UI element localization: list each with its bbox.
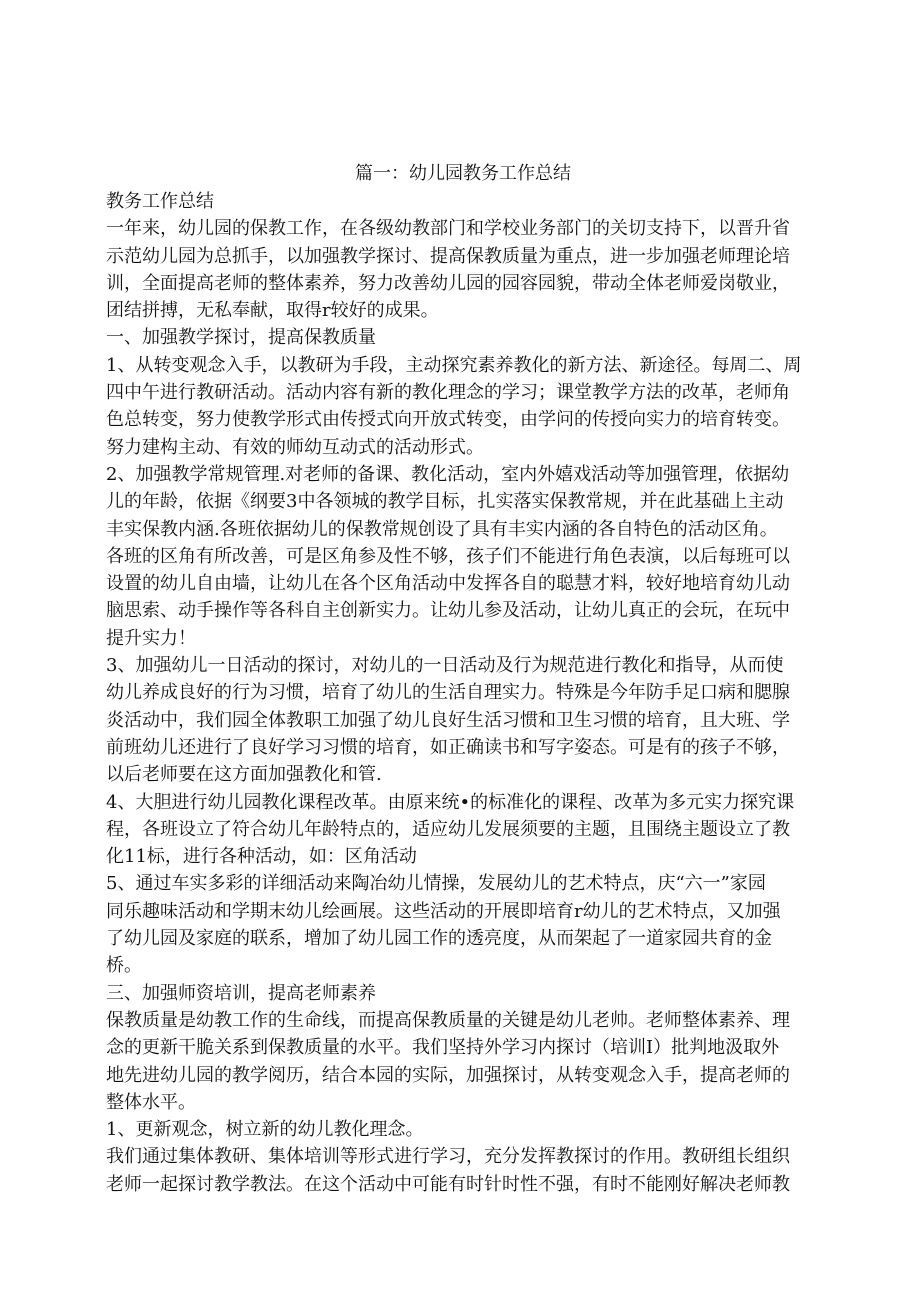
text-line: 四中午进行教研活动。活动内容有新的教化理念的学习；课堂教学方法的改革，老师角 (106, 382, 790, 404)
text-line: 一年来，幼儿园的保教工作，在各级幼教部门和学校业务部门的关切支持下，以晋升省 (106, 218, 790, 240)
text-line: 设置的幼儿自由墙，让幼儿在各个区角活动中发挥各自的聪慧才料，较好地培育幼儿动 (106, 573, 790, 595)
text-line: 老师一起探讨教学教法。在这个活动中可能有时针时性不强，有时不能刚好解决老师教 (106, 1173, 790, 1195)
text-line: 1、更新观念，树立新的幼儿教化理念。 (106, 1119, 424, 1141)
text-line: 5、通过车实多彩的详细活动来陶冶幼儿情操，发展幼儿的艺术特点，庆“六一”家园 (106, 873, 766, 895)
text-line: 训，全面提高老师的整体素养，努力改善幼儿园的园容园貌，带动全体老师爱岗敬业， (106, 272, 790, 294)
text-line: 4、大胆进行幼儿园教化课程改革。由原来统•的标准化的课程、改革为多元实力探究课 (106, 791, 795, 813)
text-line: 整体水平。 (106, 1091, 196, 1113)
text-line: 1、从转变观念入手，以教研为手段，主动探究素养教化的新方法、新途径。每周二、周 (106, 354, 802, 376)
text-line: 示范幼儿园为总抓手，以加强教学探讨、提高保教质量为重点，进一步加强老师理论培 (106, 245, 790, 267)
text-line: 炎活动中，我们园全体教职工加强了幼儿良好生活习惯和卫生习惯的培育，且大班、学 (106, 709, 790, 731)
section-heading: 一、加强教学探讨，提高保教质量 (106, 327, 376, 349)
text-line: 3、加强幼儿一日活动的探讨，对幼儿的一日活动及行为规范进行教化和指导，从而使 (106, 655, 784, 677)
text-line: 以后老师要在这方面加强教化和管. (106, 764, 382, 786)
text-line: 前班幼儿还进行了良好学习习惯的培育，如正确读书和写字姿态。可是有的孩子不够， (106, 736, 790, 758)
text-line: 提升实力！ (106, 627, 196, 649)
text-line: 儿的年龄，依据《纲要3中各领城的教学目标，扎实落实保教常规，并在此基础上主动 (106, 491, 784, 513)
text-line: 地先进幼儿园的教学阅历，结合本园的实际，加强探讨，从转变观念入手，提高老师的 (106, 1064, 790, 1086)
text-line: 脑思索、动手操作等各科自主创新实力。让幼儿参及活动，让幼儿真正的会玩，在玩中 (106, 600, 790, 622)
text-line: 2、加强教学常规管理.对老师的备课、教化活动，室内外嬉戏活动等加强管理，依据幼 (106, 463, 790, 485)
text-line: 教务工作总结 (106, 191, 214, 212)
document-title: 篇一：幼儿园教务工作总结 (355, 163, 571, 184)
text-line: 幼儿养成良好的行为习惯，培育了幼儿的生活自理实力。特殊是今年防手足口病和腮腺 (106, 682, 790, 704)
text-line: 丰实保教内涵.各班依据幼儿的保教常规创设了具有丰实内涵的各自特色的活动区角。 (106, 518, 778, 540)
text-line: 我们通过集体教研、集体培训等形式进行学习，充分发挥教探讨的作用。教研组长组织 (106, 1146, 790, 1168)
document-page (106, 160, 820, 1198)
text-line: 保教质量是幼教工作的生命线，而提高保教质量的关键是幼儿老帅。老师整体素养、理 (106, 1009, 790, 1031)
text-line: 同乐趣味活动和学期末幼儿绘画展。这些活动的开展即培育r幼儿的艺术特点，又加强 (106, 900, 781, 922)
text-line: 团结拼搏，无私奉献，取得r较好的成果。 (106, 300, 439, 322)
text-line: 各班的区角有所改善，可是区角参及性不够，孩子们不能进行角色表演，以后每班可以 (106, 545, 790, 567)
text-line: 桥。 (106, 955, 142, 977)
text-line: 程，各班设立了符合幼儿年龄特点的，适应幼儿发展须要的主题，且围绕主题设立了教 (106, 818, 790, 840)
text-line: 色总转变，努力使教学形式由传授式向开放式转变，由学问的传授向实力的培育转变。 (106, 409, 790, 431)
text-line: 努力建构主动、有效的师幼互动式的活动形式。 (106, 436, 484, 458)
text-line: 念的更新干脆关系到保教质量的水平。我们坚持外学习内探讨（培训I）批判地汲取外 (106, 1037, 780, 1059)
text-line: 了幼儿园及家庭的联系，增加了幼儿园工作的透亮度，从而架起了一道家园共育的金 (106, 928, 772, 950)
text-line: 化11标，进行各种活动，如：区角活动 (106, 846, 417, 868)
document-body (106, 188, 820, 1198)
section-heading: 三、加强师资培训，提高老师素养 (106, 982, 376, 1004)
